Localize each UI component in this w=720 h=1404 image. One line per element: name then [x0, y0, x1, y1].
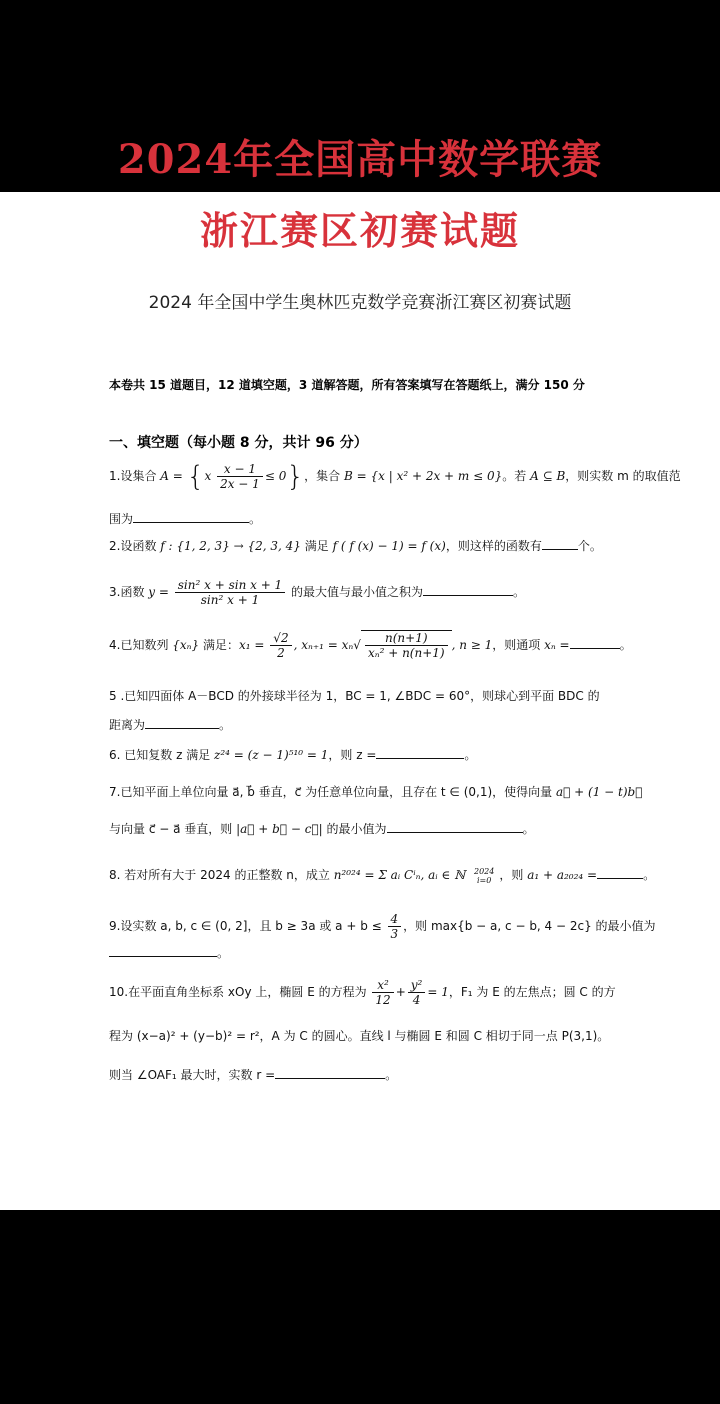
- question-4: 4.已知数列 {xₙ} 满足：x₁ = $\frac{√2}{2}$ , xₙ₊₁ = xₙ√ $\frac{n(n+1)}{\text{xₙ² + n(n+1)}}$ , n ≥ 1，则通项 xₙ = 。: [109, 631, 632, 660]
- document-title: 2024 年全国中学生奥林匹克数学竞赛浙江赛区初赛试题: [148, 293, 572, 313]
- question-10-cont-2: 则当 ∠OAF₁ 最大时，实数 r = 。: [109, 1068, 398, 1082]
- question-10-cont: 程为 (x−a)² + (y−b)² = r²，A 为 C 的圆心。直线 l 与椭圆 E 和圆 C 相切于同一点 P(3,1)。: [109, 1029, 610, 1043]
- answer-blank[interactable]: [387, 820, 523, 833]
- question-1-cont: 围为 。: [109, 512, 262, 526]
- answer-blank[interactable]: [570, 636, 620, 649]
- question-9: 9.设实数 a, b, c ∈ (0, 2]，且 b ≥ 3a 或 a + b ≤ $\frac{4}{3}$ ，则 max{b − a, c − b, 4 − 2c} 的最小值为: [109, 912, 656, 941]
- exam-instructions: 本卷共 15 道题目，12 道填空题，3 道解答题，所有答案填写在答题纸上，满分 150 分: [109, 378, 585, 392]
- q1-fraction: $\frac{x - 1}{2x - 1}$: [217, 462, 263, 491]
- question-7-cont: 与向量 c⃗ − a⃗ 垂直，则 |a⃗ + b⃗ − c⃗| 的最小值为 。: [109, 822, 535, 836]
- section-heading: 一、填空题（每小题 8 分，共计 96 分）: [109, 435, 368, 451]
- question-8: 8. 若对所有大于 2024 的正整数 n，成立 n²⁰²⁴ = Σ aᵢ Cⁱₙ, aᵢ ∈ ℕ 2024 i=0 ，则 a₁ + a₂₀₂₄ = 。: [109, 866, 656, 885]
- question-1: 1.设集合 A = {x $\frac{x - 1}{2x - 1}$ ≤ 0}，集合 B = {x | x² + 2x + m ≤ 0}。若 A ⊆ B，则实数 m 的取值范: [109, 459, 681, 493]
- question-6: 6. 已知复数 z 满足 z²⁴ = (z − 1)⁵¹⁰ = 1，则 z = 。: [109, 748, 477, 762]
- q9-fraction: $\frac{4}{3}$: [388, 912, 402, 941]
- question-2: 2.设函数 f : {1, 2, 3} → {2, 3, 4} 满足 f ( f (x) − 1) = f (x)，则这样的函数有 个。: [109, 539, 602, 553]
- q10-y-fraction: $\frac{\text{y²}}{4}$: [408, 978, 426, 1007]
- answer-blank[interactable]: [109, 944, 217, 957]
- question-9-cont: 。: [109, 944, 229, 961]
- question-3: 3.函数 y = $\frac{\text{sin² x + sin x + 1}}{\text{sin² x + 1}}$ 的最大值与最小值之积为 。: [109, 578, 526, 607]
- headline-title: 2024年全国高中数学联赛: [117, 136, 603, 183]
- q10-x-fraction: $\frac{\text{x²}}{12}$: [372, 978, 393, 1007]
- question-7: 7.已知平面上单位向量 a⃗, b⃗ 垂直，c⃗ 为任意单位向量，且存在 t ∈ (0,1)，使得向量 a⃗ + (1 − t)b⃗: [109, 785, 643, 799]
- q4-radical-fraction: $\frac{n(n+1)}{\text{xₙ² + n(n+1)}}$: [365, 631, 448, 660]
- answer-blank[interactable]: [376, 746, 464, 759]
- q3-fraction: $\frac{\text{sin² x + sin x + 1}}{\text{sin² x + 1}}$: [175, 578, 285, 607]
- question-5: 5 .已知四面体 A－BCD 的外接球半径为 1，BC = 1, ∠BDC = 60°，则球心到平面 BDC 的: [109, 689, 600, 703]
- answer-blank[interactable]: [423, 583, 513, 596]
- answer-blank[interactable]: [542, 537, 578, 550]
- answer-blank[interactable]: [145, 716, 219, 729]
- q4-x1-fraction: $\frac{√2}{2}$: [270, 631, 291, 660]
- question-10: 10.在平面直角坐标系 xOy 上，椭圆 E 的方程为 $\frac{\text{x²}}{12}$ + $\frac{\text{y²}}{4}$ = 1，F₁ 为 E 的左焦点；圆 C 的方: [109, 978, 616, 1007]
- answer-blank[interactable]: [597, 866, 643, 879]
- q8-sum-limits: 2024 i=0: [474, 866, 495, 885]
- question-5-cont: 距离为 。: [109, 718, 232, 732]
- answer-blank[interactable]: [133, 510, 249, 523]
- headline-subtitle: 浙江赛区初赛试题: [199, 208, 520, 253]
- answer-blank[interactable]: [275, 1066, 385, 1079]
- bottom-banner: [0, 1210, 720, 1404]
